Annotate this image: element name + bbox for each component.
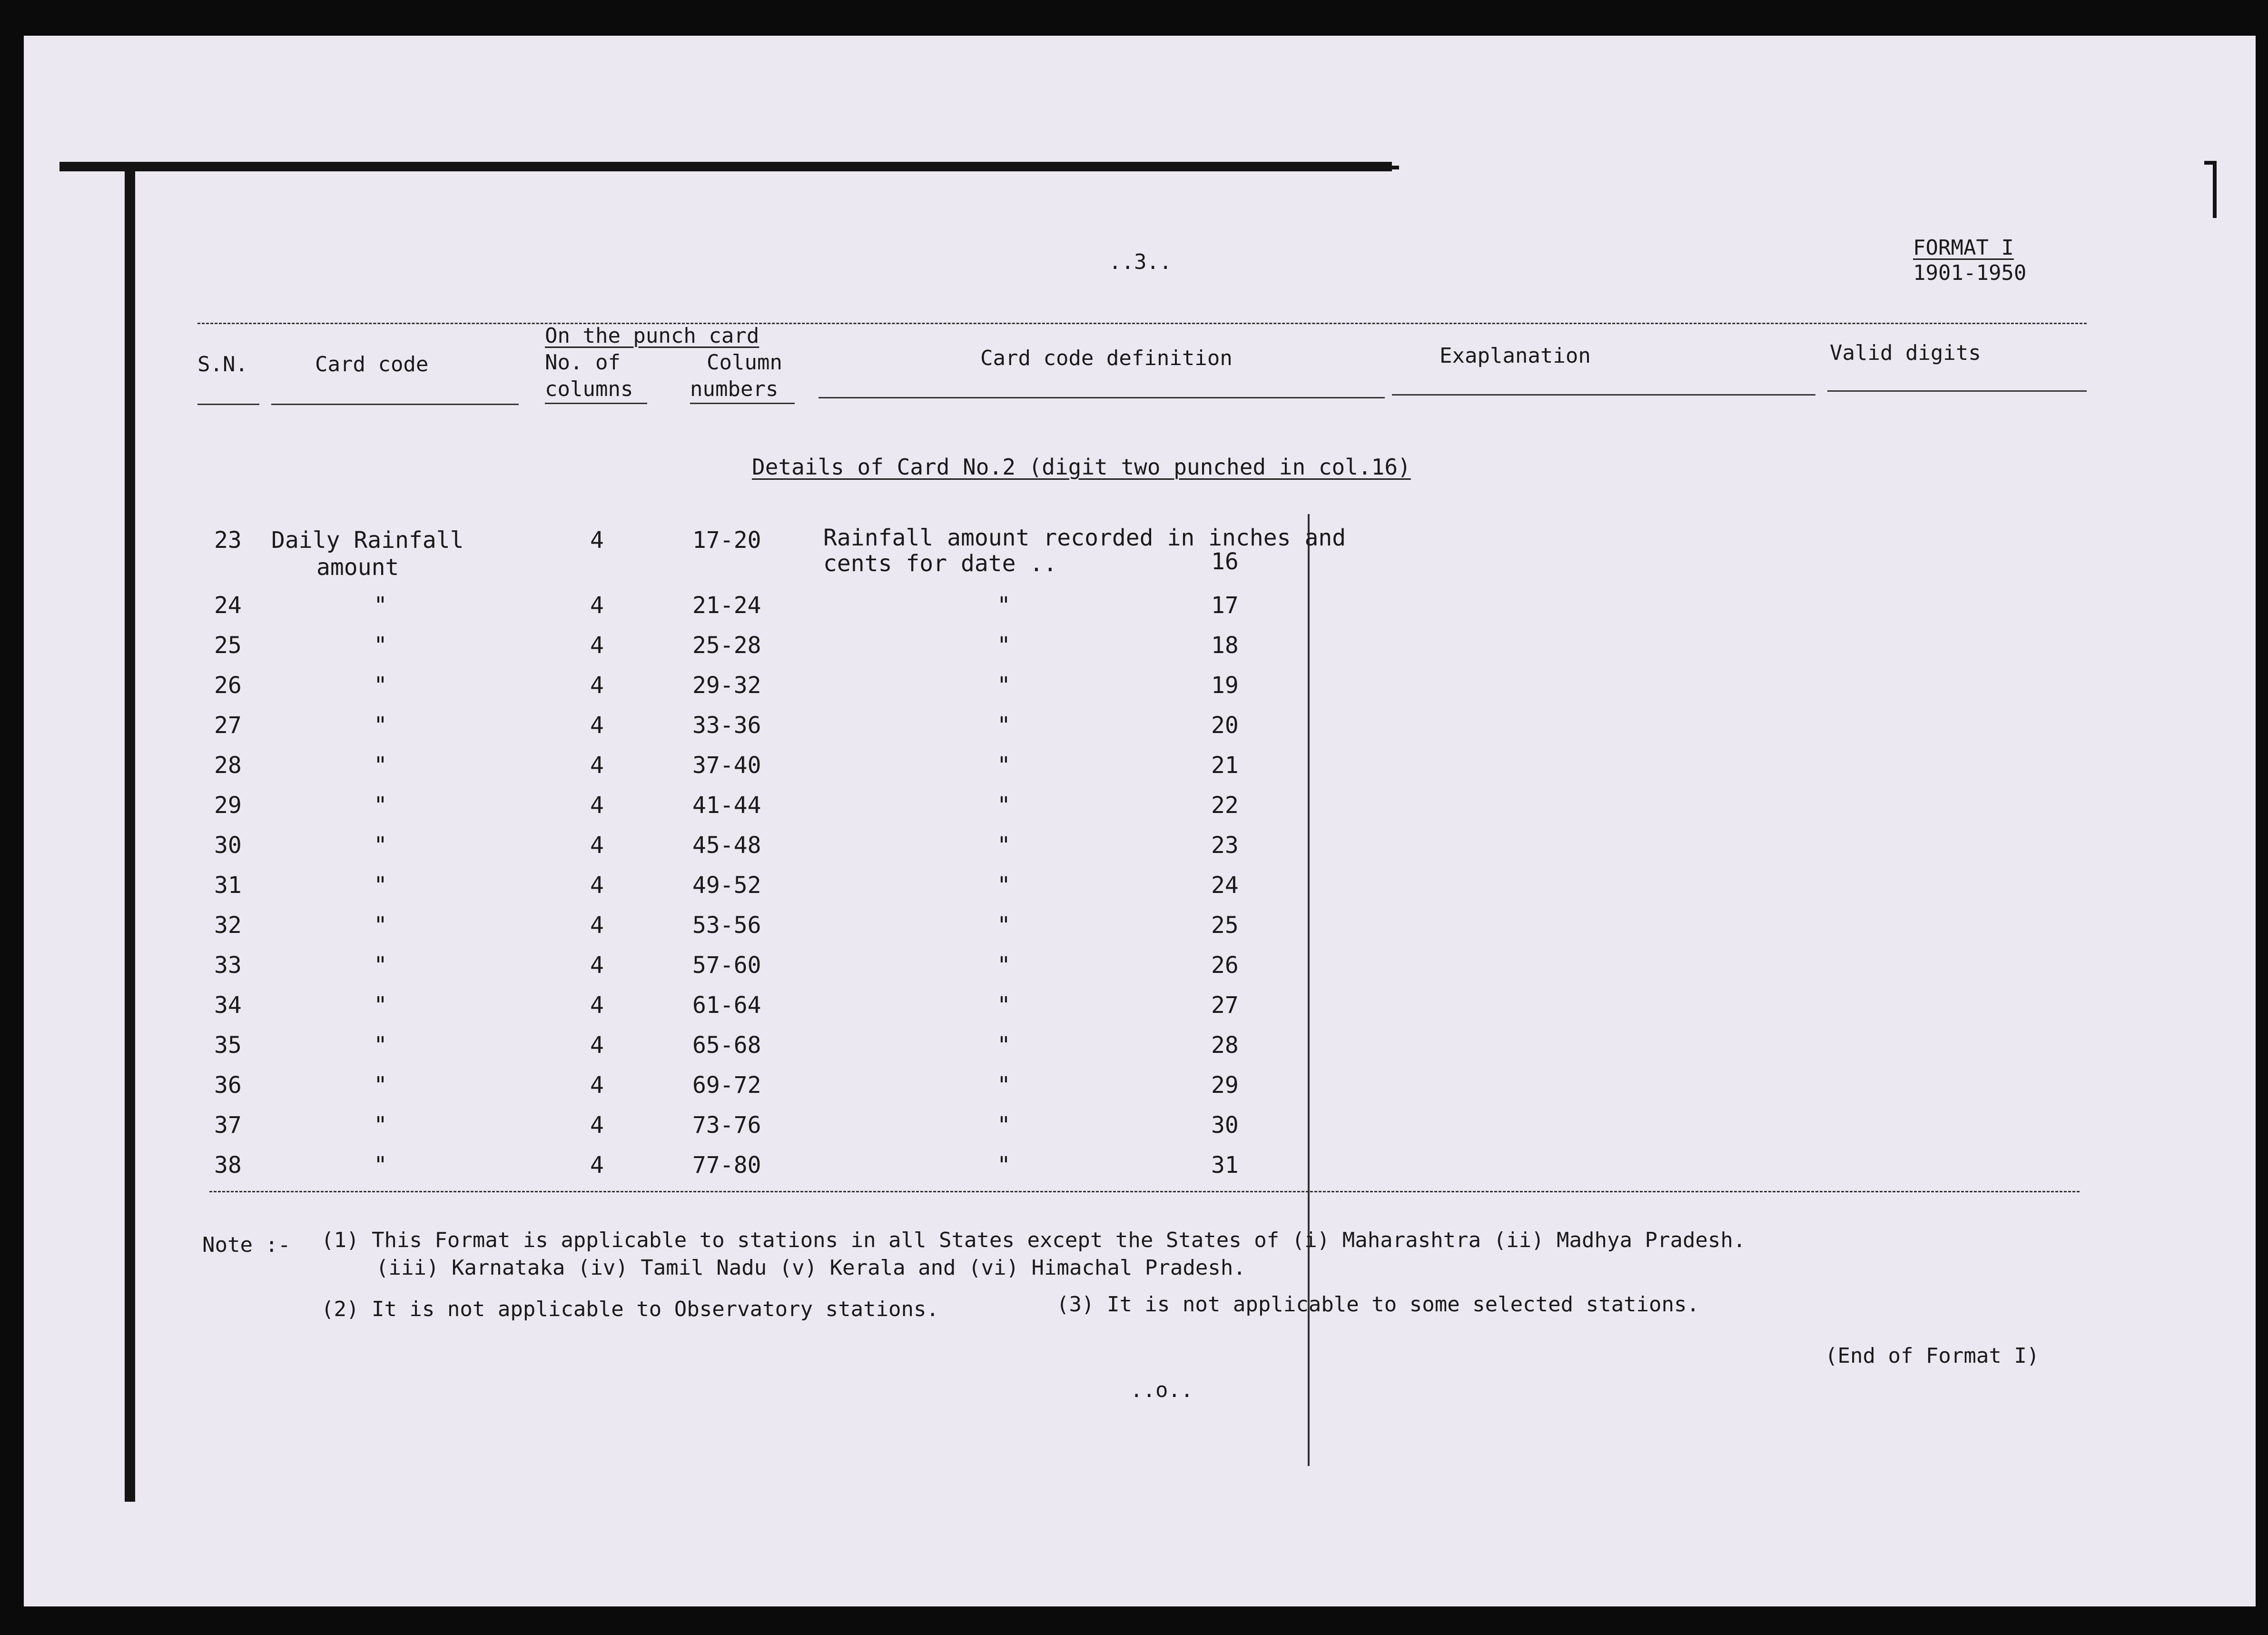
row-date: 24 xyxy=(1211,872,1239,899)
col-card-code: Card code xyxy=(315,352,429,377)
table-row xyxy=(0,871,2268,900)
row-card-code: " xyxy=(374,1152,387,1179)
row-date: 29 xyxy=(1211,1072,1239,1099)
row-date: 19 xyxy=(1211,672,1239,699)
table-row xyxy=(0,1151,2268,1179)
row-no-columns: 4 xyxy=(590,712,604,739)
note-2: (2) It is not applicable to Observatory stations. xyxy=(321,1297,939,1321)
table-row xyxy=(0,791,2268,820)
row-definition: " xyxy=(997,952,1011,979)
code-underline xyxy=(271,404,519,405)
row-no-columns: 4 xyxy=(590,912,604,939)
row-definition: " xyxy=(997,592,1011,619)
row-date: 27 xyxy=(1211,992,1239,1019)
row-no-columns: 4 xyxy=(590,872,604,899)
table-row xyxy=(0,631,2268,660)
row-definition: " xyxy=(997,712,1011,739)
row-card-code: " xyxy=(374,1032,387,1059)
sn-underline xyxy=(197,404,259,405)
row-card-code-cont: amount xyxy=(316,554,399,581)
row-date: 31 xyxy=(1211,1152,1239,1179)
row-no-columns: 4 xyxy=(590,672,604,699)
note-1-line-1: (1) This Format is applicable to stations in all States except the States of (i) Maharashtra (ii) Madhya Pradesh. xyxy=(321,1228,1746,1252)
row-definition: " xyxy=(997,1152,1011,1179)
row-no-columns: 4 xyxy=(590,592,604,619)
row-definition: " xyxy=(997,1112,1011,1139)
explanation-underline xyxy=(1392,394,1815,396)
table-row xyxy=(0,526,2268,555)
table-row xyxy=(0,671,2268,700)
row-definition: Rainfall amount recorded in inches and xyxy=(823,525,1346,551)
row-no-columns: 4 xyxy=(590,1112,604,1139)
row-column-numbers: 41-44 xyxy=(692,792,761,819)
row-no-columns: 4 xyxy=(590,1072,604,1099)
row-sn: 34 xyxy=(214,992,242,1019)
row-column-numbers: 21-24 xyxy=(692,592,761,619)
row-column-numbers: 53-56 xyxy=(692,912,761,939)
col-column: Column xyxy=(707,350,782,375)
row-definition: " xyxy=(997,872,1011,899)
row-sn: 28 xyxy=(214,752,242,779)
row-definition: " xyxy=(997,632,1011,659)
row-sn: 23 xyxy=(214,527,242,554)
row-date: 17 xyxy=(1211,592,1239,619)
row-definition: " xyxy=(997,752,1011,779)
row-column-numbers: 61-64 xyxy=(692,992,761,1019)
end-of-format: (End of Format I) xyxy=(1825,1344,2040,1368)
note-3: (3) It is not applicable to some selected stations. xyxy=(1056,1292,1700,1317)
row-no-columns: 4 xyxy=(590,1032,604,1059)
col-explanation: Exaplanation xyxy=(1440,344,1591,368)
table-row xyxy=(0,1111,2268,1140)
row-no-columns: 4 xyxy=(590,792,604,819)
format-label: FORMAT I xyxy=(1913,236,2014,260)
row-column-numbers: 33-36 xyxy=(692,712,761,739)
note-1-line-2: (iii) Karnataka (iv) Tamil Nadu (v) Kerala and (vi) Himachal Pradesh. xyxy=(376,1256,1246,1280)
row-definition: " xyxy=(997,832,1011,859)
row-card-code: " xyxy=(374,672,387,699)
table-row xyxy=(0,991,2268,1020)
row-sn: 32 xyxy=(214,912,242,939)
row-sn: 30 xyxy=(214,832,242,859)
row-no-columns: 4 xyxy=(590,1152,604,1179)
row-sn: 31 xyxy=(214,872,242,899)
top-border-smear xyxy=(1199,166,1399,169)
row-card-code: " xyxy=(374,632,387,659)
row-sn: 25 xyxy=(214,632,242,659)
table-row xyxy=(0,831,2268,860)
right-corner-mark-top xyxy=(2204,161,2217,165)
row-date: 16 xyxy=(1211,548,1239,575)
format-period: 1901-1950 xyxy=(1913,261,2027,285)
columns-underline xyxy=(545,403,647,404)
row-definition: " xyxy=(997,672,1011,699)
row-sn: 36 xyxy=(214,1072,242,1099)
row-definition: " xyxy=(997,912,1011,939)
row-column-numbers: 73-76 xyxy=(692,1112,761,1139)
row-column-numbers: 69-72 xyxy=(692,1072,761,1099)
table-row xyxy=(0,951,2268,980)
table-row xyxy=(0,1031,2268,1060)
note-prefix: Note :- xyxy=(202,1233,291,1257)
row-no-columns: 4 xyxy=(590,632,604,659)
right-corner-mark xyxy=(2213,161,2217,218)
row-date: 23 xyxy=(1211,832,1239,859)
table-row xyxy=(0,711,2268,740)
footer-mark: ..o.. xyxy=(1130,1378,1193,1402)
row-sn: 26 xyxy=(214,672,242,699)
row-definition: " xyxy=(997,1032,1011,1059)
header-top-rule xyxy=(197,323,2087,324)
row-column-numbers: 25-28 xyxy=(692,632,761,659)
row-no-columns: 4 xyxy=(590,832,604,859)
definition-underline xyxy=(818,397,1385,398)
row-definition: " xyxy=(997,1072,1011,1099)
row-date: 18 xyxy=(1211,632,1239,659)
row-card-code: " xyxy=(374,712,387,739)
table-row-continuation xyxy=(0,548,2268,582)
row-definition-cont: cents for date .. xyxy=(823,550,1057,577)
table-row xyxy=(0,591,2268,620)
table-row xyxy=(0,751,2268,780)
row-column-numbers: 17-20 xyxy=(692,527,761,554)
row-card-code: " xyxy=(374,1112,387,1139)
row-column-numbers: 37-40 xyxy=(692,752,761,779)
row-sn: 37 xyxy=(214,1112,242,1139)
table-bottom-rule xyxy=(209,1191,2080,1192)
row-card-code: " xyxy=(374,952,387,979)
row-card-code: " xyxy=(374,792,387,819)
row-sn: 24 xyxy=(214,592,242,619)
row-column-numbers: 29-32 xyxy=(692,672,761,699)
row-card-code: " xyxy=(374,992,387,1019)
col-numbers: numbers xyxy=(690,377,779,401)
numbers-underline xyxy=(690,403,795,404)
row-date: 22 xyxy=(1211,792,1239,819)
row-column-numbers: 49-52 xyxy=(692,872,761,899)
col-columns: columns xyxy=(545,377,633,401)
table-row xyxy=(0,911,2268,940)
valid-digits-underline xyxy=(1827,390,2087,392)
row-card-code: " xyxy=(374,872,387,899)
row-card-code: " xyxy=(374,832,387,859)
row-date: 30 xyxy=(1211,1112,1239,1139)
row-date: 20 xyxy=(1211,712,1239,739)
row-card-code: " xyxy=(374,592,387,619)
row-column-numbers: 57-60 xyxy=(692,952,761,979)
row-card-code: " xyxy=(374,1072,387,1099)
row-card-code: " xyxy=(374,912,387,939)
row-sn: 38 xyxy=(214,1152,242,1179)
row-no-columns: 4 xyxy=(590,952,604,979)
row-column-numbers: 45-48 xyxy=(692,832,761,859)
col-definition: Card code definition xyxy=(980,346,1233,370)
row-no-columns: 4 xyxy=(590,752,604,779)
row-no-columns: 4 xyxy=(590,992,604,1019)
row-card-code: Daily Rainfall xyxy=(271,527,464,554)
col-no-of: No. of xyxy=(545,350,621,375)
row-column-numbers: 77-80 xyxy=(692,1152,761,1179)
section-title: Details of Card No.2 (digit two punched in col.16) xyxy=(752,454,1411,480)
page-number: ..3.. xyxy=(1109,250,1172,274)
row-sn: 27 xyxy=(214,712,242,739)
row-sn: 29 xyxy=(214,792,242,819)
row-definition: " xyxy=(997,992,1011,1019)
row-card-code: " xyxy=(374,752,387,779)
row-sn: 33 xyxy=(214,952,242,979)
row-sn: 35 xyxy=(214,1032,242,1059)
top-border-rule xyxy=(59,162,1392,171)
col-punch-card-group: On the punch card xyxy=(545,324,759,348)
row-column-numbers: 65-68 xyxy=(692,1032,761,1059)
table-row xyxy=(0,1071,2268,1100)
row-no-columns: 4 xyxy=(590,527,604,554)
row-date: 25 xyxy=(1211,912,1239,939)
col-valid-digits: Valid digits xyxy=(1830,341,1981,365)
row-date: 21 xyxy=(1211,752,1239,779)
row-definition: " xyxy=(997,792,1011,819)
row-date: 26 xyxy=(1211,952,1239,979)
row-date: 28 xyxy=(1211,1032,1239,1059)
col-sn: S.N. xyxy=(197,352,248,377)
